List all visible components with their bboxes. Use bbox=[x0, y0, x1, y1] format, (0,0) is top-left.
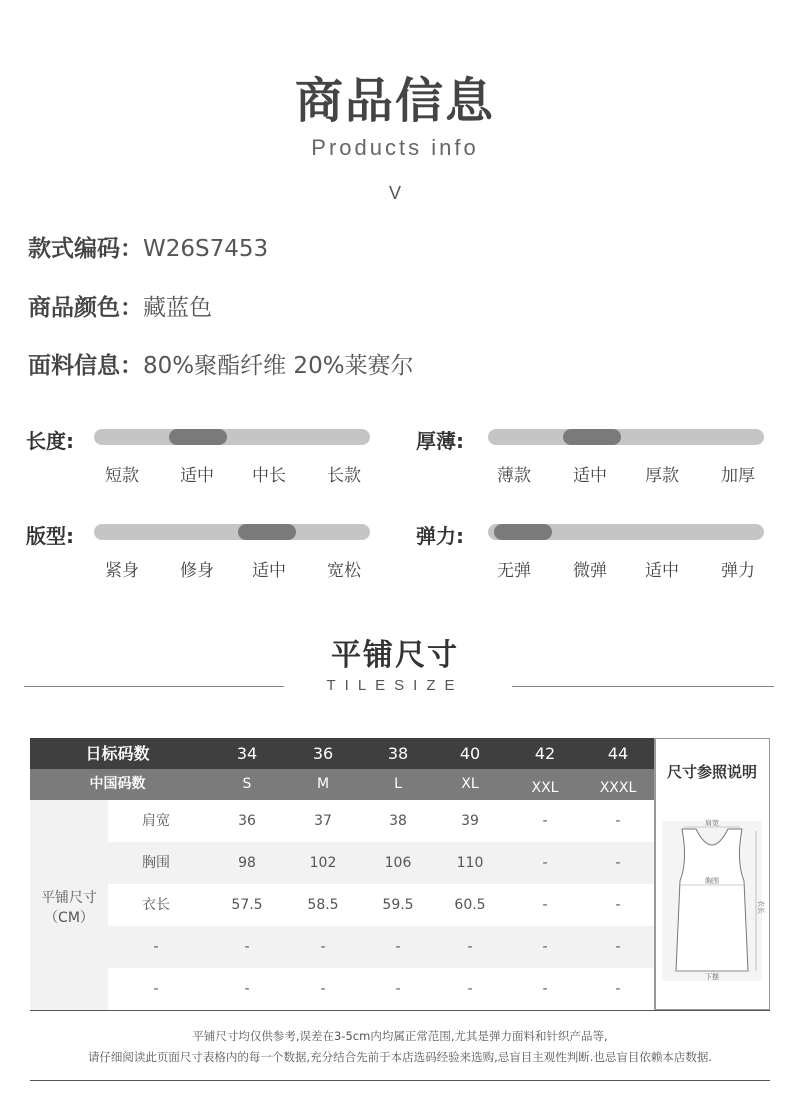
table-cell: 58.5 bbox=[307, 897, 339, 913]
table-cell: 39 bbox=[461, 813, 479, 829]
scale-option: 厚款 bbox=[645, 466, 679, 486]
table-cell: - bbox=[615, 813, 621, 829]
size-section-title: 平铺尺寸 bbox=[331, 638, 459, 673]
info-style-code bbox=[28, 230, 268, 263]
scale-option: 适中 bbox=[573, 466, 607, 486]
table-row bbox=[108, 800, 654, 842]
size-section-subtitle: TILESIZE bbox=[326, 677, 464, 694]
scale-option: 短款 bbox=[105, 466, 139, 486]
scale-option: 无弹 bbox=[497, 561, 531, 581]
table-cell: 106 bbox=[384, 855, 412, 871]
table-cell: - bbox=[244, 939, 250, 955]
table-header-jp bbox=[30, 738, 654, 769]
scale-option: 薄款 bbox=[497, 466, 531, 486]
table-cell: 60.5 bbox=[454, 897, 486, 913]
info-value: W26S7453 bbox=[143, 236, 269, 262]
info-value: 80%聚酯纤维 20%莱赛尔 bbox=[143, 353, 414, 379]
scale-indicator bbox=[494, 524, 552, 540]
table-cell: 37 bbox=[314, 813, 332, 829]
scale-option: 适中 bbox=[252, 561, 286, 581]
group-cell bbox=[30, 800, 108, 1010]
table-cell: 36 bbox=[238, 813, 256, 829]
table-body bbox=[30, 800, 654, 1010]
scale-indicator bbox=[563, 429, 621, 445]
header-cell: XXL bbox=[531, 780, 559, 796]
table-row bbox=[108, 884, 654, 926]
group-label-line: （CM） bbox=[44, 910, 94, 926]
header-label: 日标码数 bbox=[85, 744, 150, 763]
header-cell: 42 bbox=[534, 744, 556, 763]
scale-option: 修身 bbox=[180, 561, 214, 581]
scale-option: 微弹 bbox=[573, 561, 607, 581]
scale-indicator bbox=[169, 429, 227, 445]
scale-option: 长款 bbox=[327, 466, 361, 486]
info-key: 面料信息： bbox=[28, 353, 143, 379]
size-note: 平铺尺寸均仅供参考,误差在3-5cm内均属正常范围,尤其是弹力面料和针织产品等, bbox=[192, 1029, 608, 1043]
table-cell: 110 bbox=[456, 855, 484, 871]
scale-option: 适中 bbox=[645, 561, 679, 581]
row-label: - bbox=[153, 939, 159, 955]
scale-option: 适中 bbox=[180, 466, 214, 486]
table-cell: - bbox=[615, 981, 621, 997]
diagram-label-shoulder: 肩宽 bbox=[705, 819, 719, 827]
info-fabric bbox=[28, 347, 414, 380]
divider bbox=[30, 1080, 770, 1081]
table-cell: - bbox=[467, 981, 473, 997]
table-cell: - bbox=[615, 855, 621, 871]
info-key: 款式编码： bbox=[28, 236, 143, 262]
scale-track bbox=[94, 524, 370, 540]
scale-track bbox=[488, 524, 764, 540]
table-cell: 57.5 bbox=[231, 897, 263, 913]
page-title: 商品信息 bbox=[294, 73, 495, 129]
chevron-down-icon: V bbox=[388, 183, 401, 203]
group-label bbox=[30, 888, 108, 928]
tank-top-diagram bbox=[662, 819, 765, 981]
scale-option: 加厚 bbox=[721, 466, 755, 486]
header-cell: 40 bbox=[459, 744, 481, 763]
header-cell: 36 bbox=[312, 744, 334, 763]
divider bbox=[30, 1010, 770, 1011]
header-cell: XXXL bbox=[599, 780, 637, 796]
info-value: 藏蓝色 bbox=[143, 295, 212, 321]
size-reference-panel bbox=[654, 738, 770, 1010]
scale-label: 长度: bbox=[26, 429, 74, 453]
table-row bbox=[108, 926, 654, 968]
scale-option: 宽松 bbox=[327, 561, 361, 581]
scale-indicator bbox=[238, 524, 296, 540]
table-cell: 102 bbox=[309, 855, 337, 871]
table-cell: - bbox=[320, 981, 326, 997]
table-cell: - bbox=[542, 813, 548, 829]
table-cell: - bbox=[615, 939, 621, 955]
header-cell: L bbox=[394, 776, 402, 792]
info-color bbox=[28, 289, 212, 322]
table-cell: - bbox=[244, 981, 250, 997]
scale-label: 弹力: bbox=[416, 524, 464, 548]
table-cell: - bbox=[395, 981, 401, 997]
row-label: 胸围 bbox=[142, 855, 170, 871]
scale-track bbox=[94, 429, 370, 445]
table-cell: 59.5 bbox=[382, 897, 414, 913]
reference-title: 尺寸参照说明 bbox=[666, 763, 757, 781]
table-cell: - bbox=[320, 939, 326, 955]
header-cell: XL bbox=[461, 776, 479, 792]
header-cell: 38 bbox=[387, 744, 409, 763]
header-cell: M bbox=[316, 776, 330, 792]
table-cell: 98 bbox=[238, 855, 256, 871]
table-row bbox=[108, 968, 654, 1010]
table-cell: - bbox=[467, 939, 473, 955]
scale-track bbox=[488, 429, 764, 445]
row-label: 衣长 bbox=[142, 897, 170, 913]
header-cell: 34 bbox=[236, 744, 258, 763]
table-row bbox=[108, 842, 654, 884]
table-header-cn bbox=[30, 769, 654, 800]
scale-label: 版型: bbox=[26, 524, 74, 548]
info-key: 商品颜色： bbox=[28, 295, 143, 321]
scale-option: 紧身 bbox=[105, 561, 139, 581]
table-cell: - bbox=[615, 897, 621, 913]
scale-label: 厚薄: bbox=[416, 429, 464, 453]
table-cell: - bbox=[542, 981, 548, 997]
diagram-label-chest: 胸围 bbox=[705, 877, 719, 885]
page-subtitle: Products info bbox=[311, 135, 479, 160]
diagram-label-length: 衣长 bbox=[757, 900, 765, 914]
diagram-label-hem: 下摆 bbox=[705, 973, 719, 981]
table-cell: - bbox=[542, 855, 548, 871]
size-note: 请仔细阅读此页面尺寸表格内的每一个数据,充分结合先前于本店选码经验来选购,忌盲目主观性判断.也忌盲目依赖本店数据. bbox=[87, 1050, 713, 1064]
table-cell: - bbox=[395, 939, 401, 955]
table-cell: - bbox=[542, 939, 548, 955]
row-label: - bbox=[153, 981, 159, 997]
header-label: 中国码数 bbox=[89, 776, 146, 792]
table-cell: - bbox=[542, 897, 548, 913]
row-label: 肩宽 bbox=[142, 813, 170, 829]
group-label-line: 平铺尺寸 bbox=[41, 890, 97, 906]
scale-option: 中长 bbox=[252, 466, 286, 486]
header-cell: 44 bbox=[607, 744, 629, 763]
table-cell: 38 bbox=[389, 813, 407, 829]
scale-option: 弹力 bbox=[721, 561, 755, 581]
garment-diagram bbox=[662, 819, 765, 981]
header-cell: S bbox=[242, 776, 252, 792]
